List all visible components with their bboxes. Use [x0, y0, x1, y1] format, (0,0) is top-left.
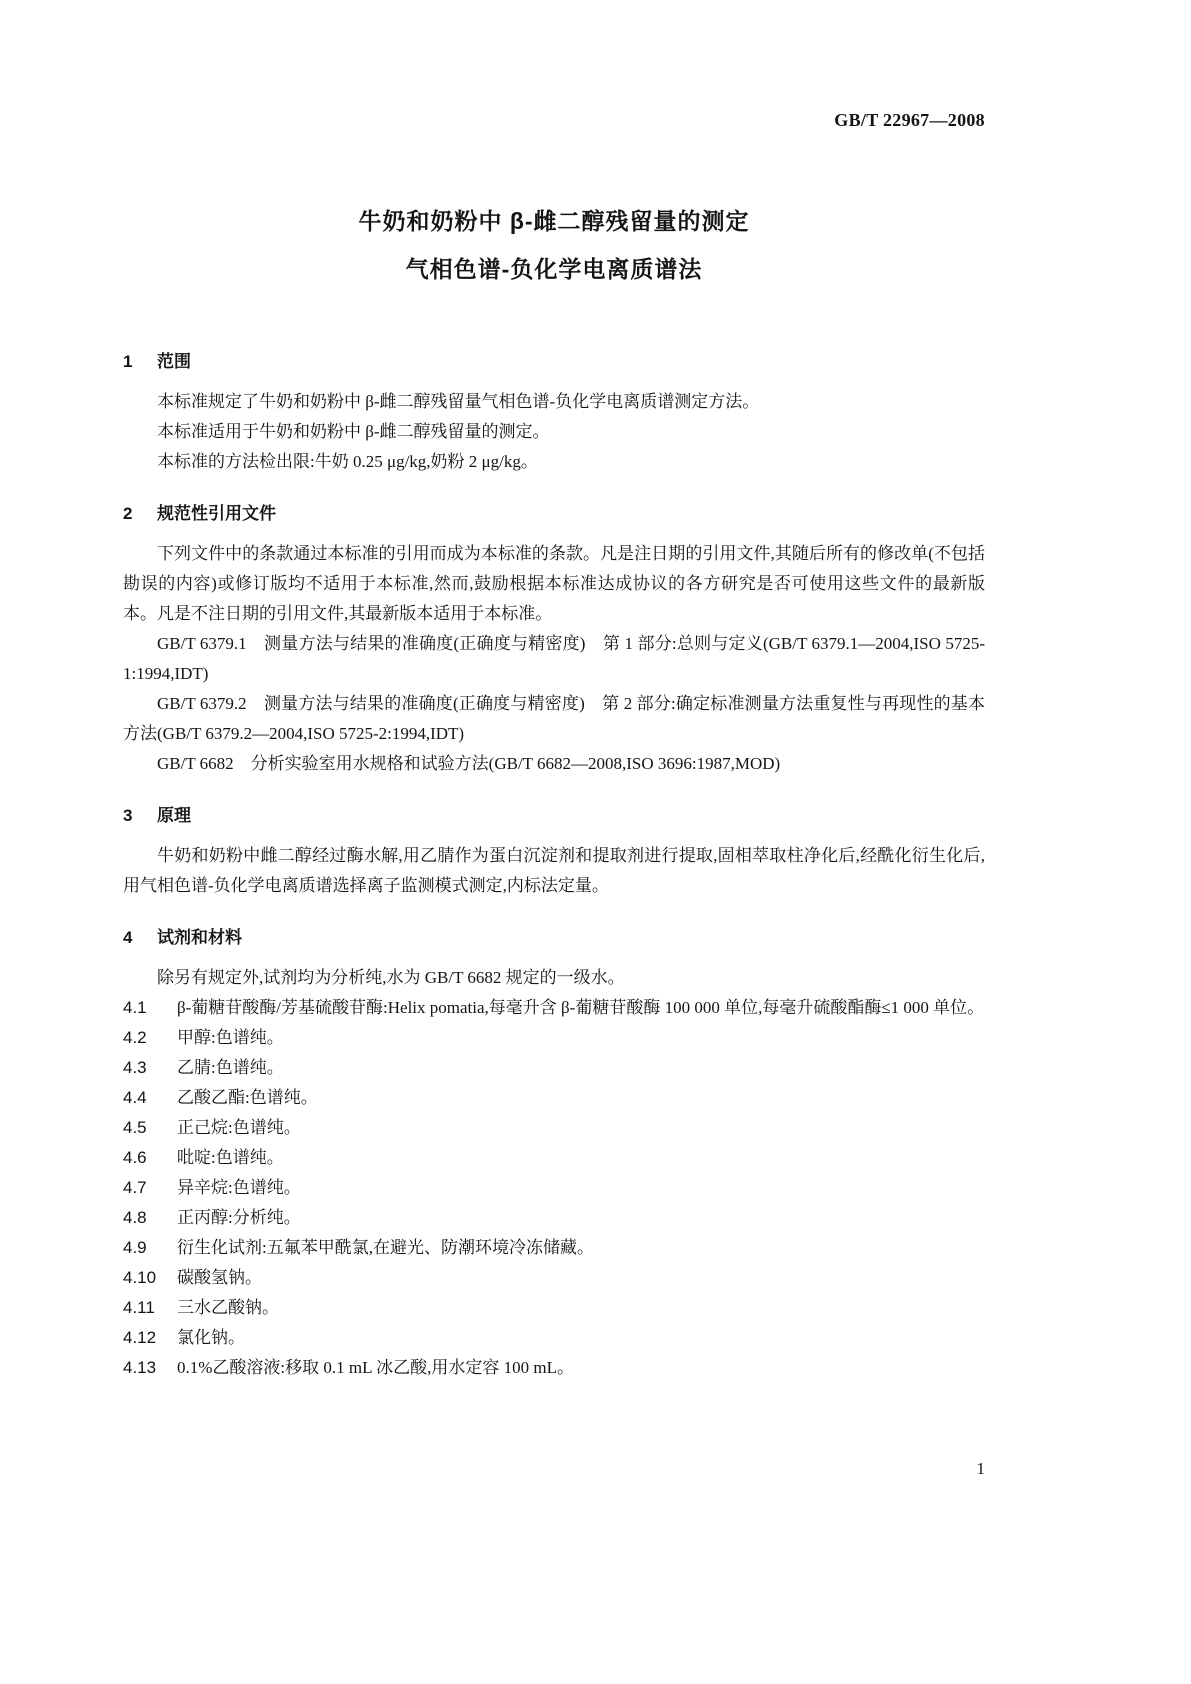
section-4-title: 试剂和材料: [157, 928, 242, 947]
normative-reference-2: GB/T 6379.2 测量方法与结果的准确度(正确度与精密度) 第 2 部分:确定标准测量方法重复性与再现性的基本方法(GB/T 6379.2—2004,ISO 5725-2:1994,IDT): [123, 694, 985, 743]
clause-number: 4.3: [123, 1058, 147, 1077]
section-1-title: 范围: [157, 352, 191, 371]
clause-number: 4.4: [123, 1088, 147, 1107]
section-3-title: 原理: [157, 806, 191, 825]
reagent-item: [123, 1203, 985, 1233]
section-3-paragraph-1: 牛奶和奶粉中雌二醇经过酶水解,用乙腈作为蛋白沉淀剂和提取剂进行提取,固相萃取柱净化后,经酰化衍生化后,用气相色谱-负化学电离质谱选择离子监测模式测定,内标法定量。: [123, 846, 985, 895]
document-title: [123, 197, 985, 293]
section-4-heading: [123, 923, 985, 953]
section-3-number: 3: [123, 806, 133, 825]
section-4-intro: 除另有规定外,试剂均为分析纯,水为 GB/T 6682 规定的一级水。: [157, 968, 625, 987]
clause-text: 衍生化试剂:五氟苯甲酰氯,在避光、防潮环境冷冻储藏。: [177, 1238, 594, 1257]
document-page: [123, 0, 985, 1383]
clause-number: 4.10: [123, 1268, 157, 1287]
clause-number: 4.8: [123, 1208, 147, 1227]
clause-number: 4.6: [123, 1148, 147, 1167]
clause-text: 0.1%乙酸溶液:移取 0.1 mL 冰乙酸,用水定容 100 mL。: [177, 1358, 574, 1377]
section-2-number: 2: [123, 504, 133, 523]
document-title-line2: 气相色谱-负化学电离质谱法: [405, 256, 703, 282]
clause-text: β-葡糖苷酸酶/芳基硫酸苷酶:Helix pomatia,每毫升含 β-葡糖苷酸酶 100 000 单位,每毫升硫酸酯酶≤1 000 单位。: [177, 998, 985, 1017]
section-1-paragraph-1: 本标准规定了牛奶和奶粉中 β-雌二醇残留量气相色谱-负化学电离质谱测定方法。: [157, 392, 760, 411]
clause-number: 4.7: [123, 1178, 147, 1197]
reagent-item: [123, 1323, 985, 1353]
clause-number: 4.13: [123, 1358, 157, 1377]
section-2-title: 规范性引用文件: [157, 504, 276, 523]
normative-reference-3: GB/T 6682 分析实验室用水规格和试验方法(GB/T 6682—2008,ISO 3696:1987,MOD): [157, 754, 781, 773]
reagent-item: [123, 1143, 985, 1173]
clause-text: 乙酸乙酯:色谱纯。: [177, 1088, 318, 1107]
clause-number: 4.5: [123, 1118, 147, 1137]
clause-text: 氯化钠。: [177, 1328, 245, 1347]
section-1-heading: [123, 347, 985, 377]
section-1-number: 1: [123, 352, 133, 371]
section-1-paragraph-2: 本标准适用于牛奶和奶粉中 β-雌二醇残留量的测定。: [157, 422, 550, 441]
clause-text: 异辛烷:色谱纯。: [177, 1178, 301, 1197]
clause-number: 4.2: [123, 1028, 147, 1047]
reagent-item: [123, 1353, 985, 1383]
reagent-item: [123, 993, 985, 1023]
clause-text: 三水乙酸钠。: [177, 1298, 279, 1317]
reagent-item: [123, 1263, 985, 1293]
reagent-item: [123, 1083, 985, 1113]
reagent-item: [123, 1293, 985, 1323]
reagent-item: [123, 1023, 985, 1053]
page-number: 1: [976, 1459, 985, 1478]
clause-text: 正丙醇:分析纯。: [177, 1208, 301, 1227]
clause-text: 甲醇:色谱纯。: [177, 1028, 284, 1047]
section-4-number: 4: [123, 928, 133, 947]
reagent-item: [123, 1173, 985, 1203]
clause-text: 正己烷:色谱纯。: [177, 1118, 301, 1137]
clause-text: 乙腈:色谱纯。: [177, 1058, 284, 1077]
clause-text: 碳酸氢钠。: [177, 1268, 262, 1287]
clause-text: 吡啶:色谱纯。: [177, 1148, 284, 1167]
clause-number: 4.12: [123, 1328, 157, 1347]
section-2-paragraph-1: 下列文件中的条款通过本标准的引用而成为本标准的条款。凡是注日期的引用文件,其随后所有的修改单(不包括勘误的内容)或修订版均不适用于本标准,然而,鼓励根据本标准达成协议的各方研究是否可使用这些文件的最新版本。凡是不注日期的引用文件,其最新版本适用于本标准。: [123, 544, 985, 623]
section-3-heading: [123, 801, 985, 831]
standard-code: GB/T 22967—2008: [834, 110, 985, 130]
reagent-item: [123, 1233, 985, 1263]
document-title-line1: 牛奶和奶粉中 β-雌二醇残留量的测定: [358, 208, 750, 234]
reagent-item: [123, 1113, 985, 1143]
normative-reference-1: GB/T 6379.1 测量方法与结果的准确度(正确度与精密度) 第 1 部分:总则与定义(GB/T 6379.1—2004,ISO 5725-1:1994,IDT): [123, 634, 985, 683]
clause-number: 4.1: [123, 998, 147, 1017]
section-1-paragraph-3: 本标准的方法检出限:牛奶 0.25 μg/kg,奶粉 2 μg/kg。: [157, 452, 538, 471]
clause-number: 4.9: [123, 1238, 147, 1257]
section-2-heading: [123, 499, 985, 529]
clause-number: 4.11: [123, 1298, 155, 1317]
reagent-item: [123, 1053, 985, 1083]
